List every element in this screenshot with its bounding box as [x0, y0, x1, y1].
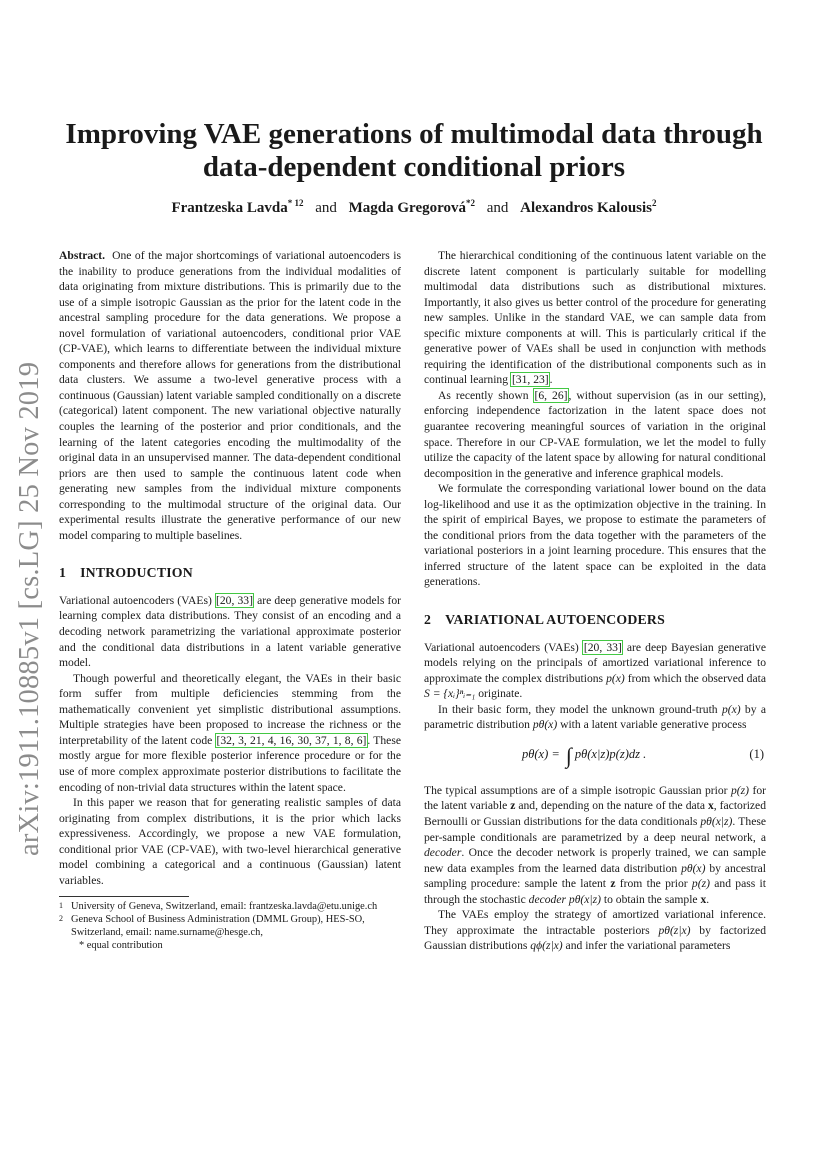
vae-paragraph-2: [424, 702, 766, 733]
text-run: , without supervision (as in our setting), enforcing independence factorization in the latent space does not guarantee recovering meaningful sources of variation in the original space. Therefore in our CP-VAE formulation, we let the model to fully utilize the capacity of the latent space by allowing for natural conditional decomposition in the generative and inference graphical models.: [424, 388, 766, 480]
right-column: [424, 248, 766, 954]
title-line-1: Improving VAE generations of multimodal data through: [65, 118, 763, 150]
section-title: VARIATIONAL AUTOENCODERS: [445, 612, 665, 628]
author-3: Alexandros Kalousis: [520, 200, 653, 216]
footnote: [59, 901, 401, 914]
text-run: In their basic form, they model the unknown ground-truth: [438, 702, 722, 716]
text-run: are deep generative models for learning complex data distributions. They consist of an encoding and a decoding network parametrizing the variational approximate posterior and the conditional data distributions in a latent variable generative model.: [59, 593, 401, 670]
footnote-text: Geneva School of Business Administration (DMML Group), HES-SO, Switzerland, email: name.surname@hesge.ch,: [71, 914, 365, 938]
footnote-mark: [59, 940, 71, 953]
author-1-affil: * 12: [287, 198, 304, 208]
emphasis: decoder: [424, 846, 462, 860]
author-list: [0, 198, 828, 217]
author-1: Frantzeska Lavda: [171, 200, 288, 216]
text-run: for the latent variable: [424, 783, 766, 813]
intro-paragraph-1: [59, 593, 401, 671]
equation-lhs: pθ(x) =: [522, 746, 560, 761]
author-2: Magda Gregorová: [348, 200, 466, 216]
text-run: by factorized Gaussian distributions: [424, 923, 766, 953]
text-run: . These mostly argue for more flexible posterior inference procedure or for the use of more complex approximate posterior distributions to facilitate the encoding of non-trivial data structures within the latent space.: [59, 733, 401, 794]
section-heading-introduction: [59, 565, 401, 581]
footnote-rule: [59, 896, 189, 897]
math-inline: S = {xᵢ}ⁿᵢ₌₁: [424, 687, 476, 701]
citation-link[interactable]: [31, 23]: [511, 373, 549, 387]
text-run: . These per-sample conditionals are parametrized by a deep neural network, a: [424, 814, 766, 844]
author-3-affil: 2: [652, 198, 657, 208]
math-inline: pθ(x|z): [700, 814, 733, 828]
intro-paragraph-4: [424, 248, 766, 388]
section-number: 1: [59, 565, 67, 581]
vae-paragraph-1: [424, 640, 766, 702]
intro-paragraph-6: We formulate the corresponding variational lower bound on the data log-likelihood and use it as the optimization objective in the training. In the spirit of empirical Bayes, we propose to estimate the parameters of the conditional priors from the data together with the parameters of the variational posteriors in a joint learning procedure. This ensures that the inferred structure of the latent space can be exploited in the data generations.: [424, 482, 766, 589]
text-run: , factorized Bernoulli or Gussian distributions for the data conditionals: [424, 799, 767, 828]
abstract: [59, 248, 401, 543]
math-inline: pθ(x): [681, 861, 706, 875]
text-run: The VAEs employ the strategy of amortized variational inference. They approximate the intractable posteriors: [424, 908, 766, 937]
equation-1: [424, 739, 766, 773]
math-inline: z: [510, 799, 516, 813]
text-run: and infer the variational parameters: [562, 939, 731, 953]
math-inline: pθ(x|z): [568, 892, 601, 906]
text-run: by a parametric distribution: [424, 702, 766, 732]
section-title: INTRODUCTION: [80, 565, 193, 581]
footnotes: [59, 901, 401, 952]
math-inline: p(z): [730, 783, 750, 797]
text-run: Though powerful and theoretically elegant, the VAEs in their basic form suffer from multiple deficiencies stemming from the mathematically convenient yet simplistic distributional assumptions. Multiple strategies have been proposed to increase the richness or the interpretability of the latent code: [59, 671, 401, 747]
text-run: and pass it through the stochastic: [424, 877, 766, 906]
text-run: from which the observed data: [624, 671, 766, 685]
text-run: The typical assumptions are of a simple isotropic Gaussian prior: [424, 783, 731, 797]
math-inline: x: [700, 892, 707, 906]
text-run: The hierarchical conditioning of the continuous latent variable on the discrete latent component is particularly suitable for modelling multimodal data distributions such as distributional mixtures. Importantly, it also gives us better control of the procedure for generating new samples. Unlike in the standard VAE, we can sample data from specific mixture components at will. This is particularly critical if the generative power of VAEs shall be used in conjunction with methods requiring the identification of the distributional components such as in continual learning: [424, 249, 766, 387]
emphasis: decoder: [528, 892, 566, 906]
text-run: originate.: [475, 687, 523, 701]
text-run: from the prior: [615, 877, 692, 891]
footnote-text: * equal contribution: [79, 939, 163, 951]
text-run: to obtain the sample: [600, 892, 701, 906]
footnote: [59, 914, 401, 940]
paper-title: [40, 118, 788, 184]
text-run: .: [549, 373, 553, 387]
math-inline: pθ(z|x): [658, 923, 691, 937]
integral-symbol: ∫: [565, 742, 572, 768]
math-inline: p(z): [691, 877, 710, 891]
text-run: .: [706, 892, 710, 906]
author-2-affil: *2: [466, 198, 475, 208]
intro-paragraph-2: [59, 671, 401, 795]
equation-body: [522, 742, 647, 768]
text-run: Variational autoencoders (VAEs): [59, 593, 216, 607]
citation-link[interactable]: [20, 33]: [583, 640, 622, 654]
text-run: with a latent variable generative process: [557, 718, 747, 732]
text-run: and, depending on the nature of the data: [515, 799, 708, 813]
section-heading-vae: [424, 612, 766, 628]
footnote: [59, 940, 401, 953]
equation-number: (1): [749, 746, 764, 761]
math-inline: qϕ(z|x): [530, 939, 563, 953]
math-inline: p(x): [606, 671, 625, 685]
footnote-mark: 2: [59, 914, 63, 924]
citation-link[interactable]: [32, 3, 21, 4, 16, 30, 37, 1, 8, 6]: [216, 733, 367, 747]
left-column: [59, 248, 401, 953]
intro-paragraph-5: [424, 388, 766, 481]
arxiv-stamp: arXiv:1911.10885v1 [cs.LG] 25 Nov 2019: [14, 361, 45, 856]
text-run: by ancestral sampling procedure: sample the latent: [424, 861, 766, 891]
author-separator: and: [315, 200, 337, 216]
footnote-mark: 1: [59, 901, 63, 911]
math-inline: p(x): [721, 702, 741, 716]
abstract-text: One of the major shortcomings of variational autoencoders is the inability to produce generations from the individual modalities of data originating from mixture distributions. This is primarily due to the use of a simple isotropic Gaussian as the prior for the latent code in the ancestral sampling procedure for the data generations. We propose a novel formulation of variational autoencoders, conditional prior VAE (CP-VAE), which learns to differentiate between the individual mixture components and therefore allows for generations from the distributional data clusters. We assume a two-level generative process with a continuous (Gaussian) latent variable sampled conditionally on a discrete (categorical) latent component. The new variational objective naturally couples the learning of the posterior and prior conditionals, and the learning of the latent categories encoding the multimodality of the original data in an unsupervised manner. The data-dependent conditional priors are then used to sample the continuous latent code when generating new samples from the individual mixture components corresponding to the multimodal structure of the original data. Our experimental results illustrate the generative performance of our new model comparing to multiple baselines.: [59, 249, 402, 542]
text-run: . Once the decoder network is properly trained, we can sample new data examples from the learned data distribution: [424, 846, 766, 875]
vae-paragraph-4: [424, 907, 766, 954]
equation-rhs: pθ(x|z)p(z)dz .: [574, 746, 647, 761]
footnote-text: University of Geneva, Switzerland, email: frantzeska.lavda@etu.unige.ch: [71, 901, 378, 913]
vae-paragraph-3: [424, 783, 766, 907]
text-run: Variational autoencoders (VAEs): [424, 640, 583, 654]
math-inline: pθ(x): [532, 718, 558, 732]
text-run: As recently shown: [438, 388, 534, 402]
intro-paragraph-3: In this paper we reason that for generating realistic samples of data originating from complex distributions, it is the prior which lacks expressiveness. Accordingly, we propose a new VAE formulation, conditional prior VAE (CP-VAE), with two-level hierarchical generative model combining a categorical and a continuous (Gaussian) latent variables.: [59, 796, 401, 887]
title-line-2: data-dependent conditional priors: [202, 151, 626, 183]
section-number: 2: [424, 612, 432, 628]
citation-link[interactable]: [6, 26]: [534, 388, 568, 402]
math-inline: z: [610, 877, 616, 891]
author-separator: and: [486, 200, 509, 216]
abstract-label: Abstract.: [59, 249, 106, 262]
text-run: are deep Bayesian generative models relying on the principals of amortized variational inference to approximate the complex distributions: [424, 640, 766, 685]
citation-link[interactable]: [20, 33]: [216, 593, 253, 607]
math-inline: x: [707, 799, 714, 813]
